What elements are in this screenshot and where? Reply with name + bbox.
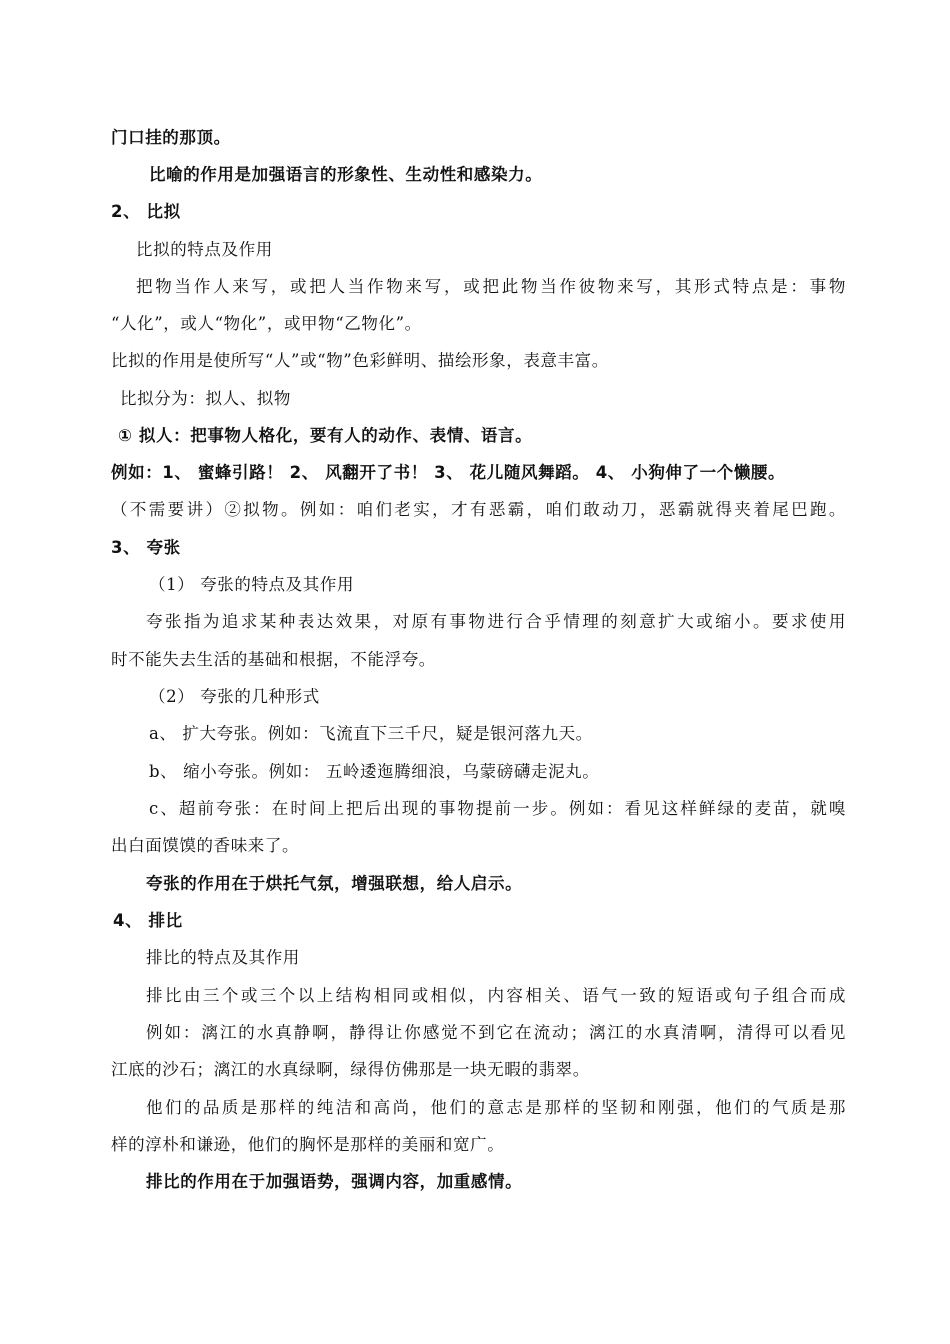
text-line: ① 拟人：把事物人格化，要有人的动作、表情、语言。	[118, 426, 533, 445]
text-line: 江底的沙石；漓江的水真绿啊，绿得仿佛那是一块无暇的翡翠。	[111, 1060, 590, 1079]
text-line: 例如：漓江的水真静啊，静得让你感觉不到它在流动；漓江的水真清啊，清得可以看见	[146, 1023, 846, 1042]
subheading: （1） 夸张的特点及其作用	[149, 575, 355, 594]
subheading: （2） 夸张的几种形式	[149, 687, 320, 706]
text-line: c、超前夸张：在时间上把后出现的事物提前一步。例如：看见这样鲜绿的麦苗，就嗅	[149, 799, 846, 818]
text-line: 门口挂的那顶。	[111, 128, 231, 147]
text-line: 比拟的作用是使所写“人”或“物”色彩鲜明、描绘形象，表意丰富。	[111, 351, 609, 370]
text-line: 样的淳朴和谦逊，他们的胸怀是那样的美丽和宽广。	[111, 1135, 505, 1154]
text-line: （不需要讲）②拟物。例如：咱们老实，才有恶霸，咱们敢动刀，恶霸就得夹着尾巴跑。	[111, 500, 846, 519]
text-line: 把物当作人来写，或把人当作物来写，或把此物当作彼物来写，其形式特点是：事物	[136, 277, 846, 296]
section-heading: 4、 排比	[113, 911, 183, 930]
summary-line: 排比的作用在于加强语势，强调内容，加重感情。	[146, 1172, 523, 1191]
text-line: 比拟分为：拟人、拟物	[120, 389, 291, 408]
summary-line: 夸张的作用在于烘托气氛，增强联想，给人启示。	[146, 874, 523, 893]
text-line: b、 缩小夸张。例如： 五岭逶迤腾细浪，乌蒙磅礴走泥丸。	[149, 762, 600, 781]
text-line: 出白面馍馍的香味来了。	[111, 836, 300, 855]
section-heading: 3、 夸张	[111, 538, 181, 557]
text-line: 时不能失去生活的基础和根据，不能浮夸。	[111, 650, 436, 669]
text-line: a、 扩大夸张。例如：飞流直下三千尺，疑是银河落九天。	[149, 724, 593, 743]
text-line: “人化”，或人“物化”，或甲物“乙物化”。	[111, 314, 422, 333]
subheading: 比拟的特点及作用	[136, 240, 273, 259]
section-heading: 2、 比拟	[111, 202, 181, 221]
summary-line: 比喻的作用是加强语言的形象性、生动性和感染力。	[149, 165, 543, 184]
text-line: 他们的品质是那样的纯洁和高尚，他们的意志是那样的坚韧和刚强，他们的气质是那	[146, 1098, 846, 1117]
example-line: 例如：1、 蜜蜂引路！ 2、 风翻开了书！ 3、 花儿随风舞蹈。 4、 小狗伸了一个懒腰。	[111, 463, 786, 482]
subheading: 排比的特点及其作用	[146, 948, 300, 967]
text-line: 排比由三个或三个以上结构相同或相似，内容相关、语气一致的短语或句子组合而成	[146, 986, 846, 1005]
text-line: 夸张指为追求某种表达效果，对原有事物进行合乎情理的刻意扩大或缩小。要求使用	[146, 612, 846, 631]
